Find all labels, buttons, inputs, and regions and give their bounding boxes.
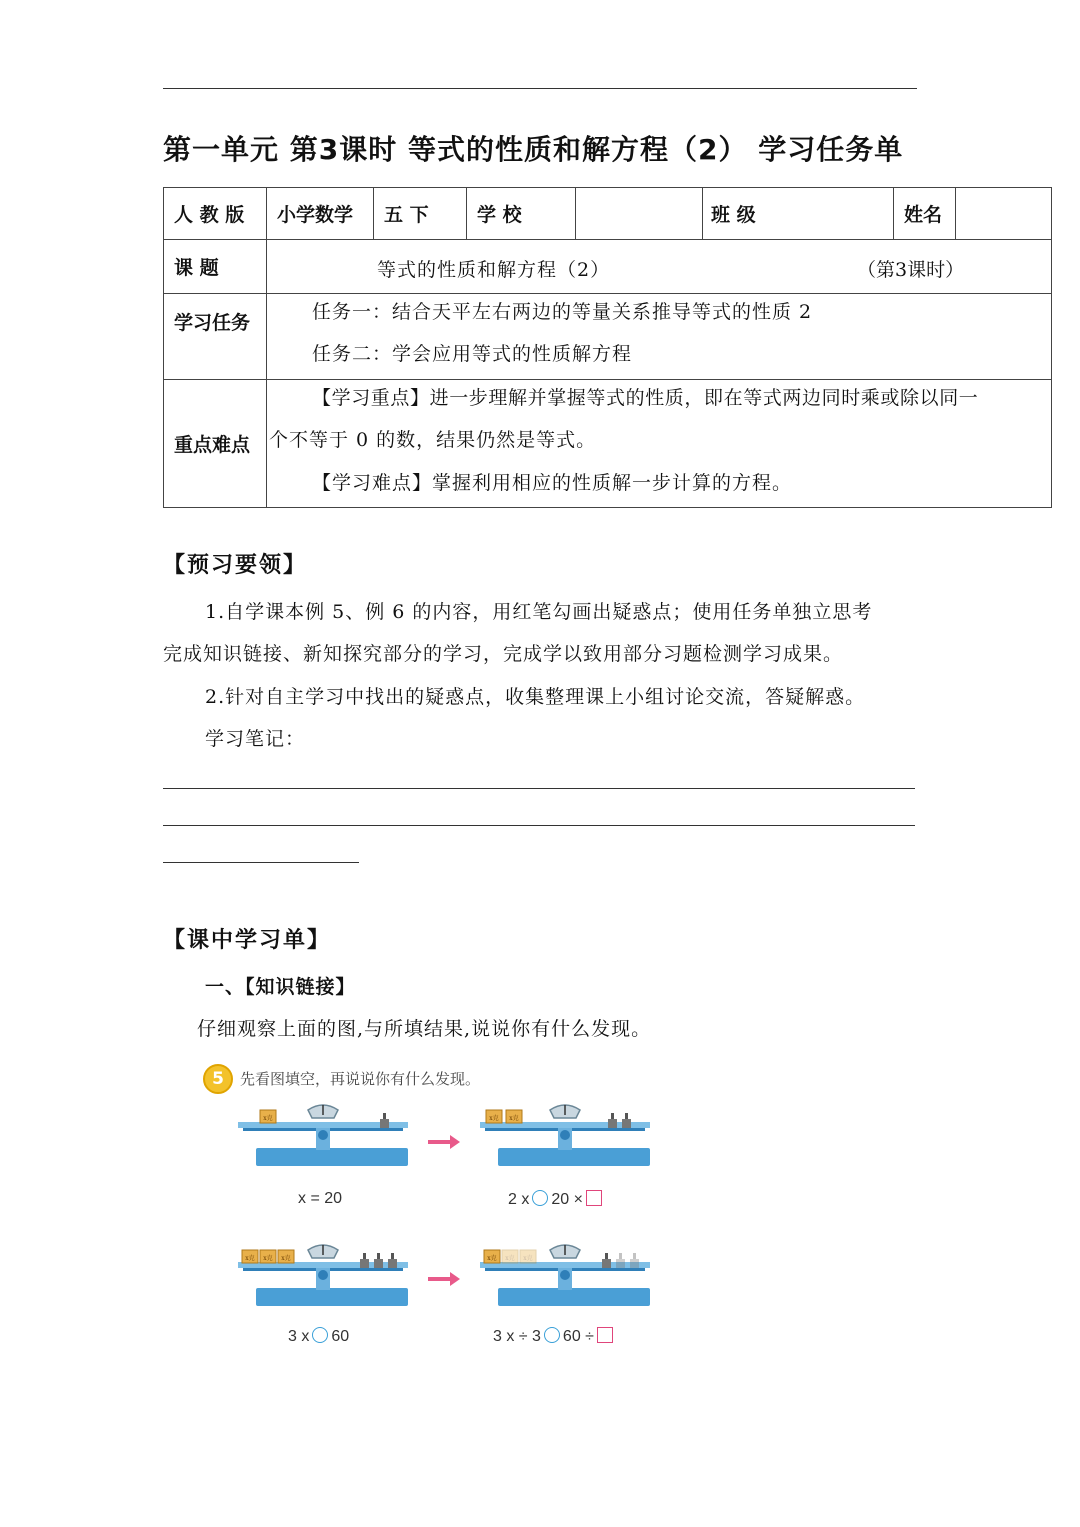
key-point: 【学习重点】进一步理解并掌握等式的性质，即在等式两边同时乘或除以同一 bbox=[312, 387, 979, 409]
notes-label: 学习笔记： bbox=[205, 728, 306, 750]
example-prompt: 先看图填空，再说说你有什么发现。 bbox=[240, 1070, 481, 1088]
preview-p1-line2: 完成知识链接、新知探究部分的学习，完成学以致用部分习题检测学习成果。 bbox=[163, 643, 844, 665]
tasks-cell bbox=[267, 294, 1052, 380]
class-sheet-heading: 【课中学习单】 bbox=[163, 927, 332, 953]
equation-2-right: 20 × bbox=[551, 1191, 583, 1208]
scale-4 bbox=[480, 1245, 650, 1306]
relation-blank-1[interactable] bbox=[532, 1190, 548, 1206]
equation-4-right: 60 ÷ bbox=[562, 1328, 594, 1345]
page-title: 第一单元 第3课时 等式的性质和解方程（2） 学习任务单 bbox=[163, 133, 904, 166]
equation-3-right: 60 bbox=[331, 1328, 350, 1345]
notes-line-3[interactable] bbox=[163, 862, 359, 863]
arrow-1-head bbox=[450, 1135, 460, 1149]
key-point-cont: 个不等于 0 的数，结果仍然是等式。 bbox=[269, 429, 597, 451]
edition-cell: 人 教 版 bbox=[164, 188, 267, 240]
scale-2 bbox=[480, 1105, 650, 1166]
equation-4-left: 3 x ÷ 3 bbox=[493, 1328, 541, 1345]
arrow-1 bbox=[428, 1140, 450, 1144]
class-label: 班 级 bbox=[703, 188, 894, 240]
tasks-label: 学习任务 bbox=[164, 294, 267, 380]
knowledge-link-heading: 一、【知识链接】 bbox=[205, 976, 356, 998]
preview-p2: 2.针对自主学习中找出的疑惑点，收集整理课上小组讨论交流，答疑解惑。 bbox=[205, 686, 866, 708]
topic-label: 课 题 bbox=[164, 240, 267, 294]
preview-heading: 【预习要领】 bbox=[163, 552, 308, 578]
equation-3-left: 3 x bbox=[288, 1328, 310, 1345]
info-table bbox=[163, 187, 1052, 508]
equation-2 bbox=[508, 1190, 602, 1209]
number-blank-1[interactable] bbox=[586, 1190, 602, 1206]
arrow-2-head bbox=[450, 1272, 460, 1286]
equation-3 bbox=[288, 1327, 349, 1346]
scale-illustrations: x克 bbox=[230, 1100, 660, 1315]
notes-line-1[interactable] bbox=[163, 788, 915, 789]
equation-4 bbox=[493, 1327, 613, 1346]
relation-blank-2[interactable] bbox=[312, 1327, 328, 1343]
task-one: 任务一：结合天平左右两边的等量关系推导等式的性质 2 bbox=[312, 301, 813, 323]
arrow-2 bbox=[428, 1277, 450, 1281]
scale-1 bbox=[238, 1105, 408, 1166]
equation-2-left: 2 x bbox=[508, 1191, 530, 1208]
instruction: 仔细观察上面的图,与所填结果,说说你有什么发现。 bbox=[197, 1018, 652, 1040]
number-blank-2[interactable] bbox=[597, 1327, 613, 1343]
difficulty-point: 【学习难点】掌握利用相应的性质解一步计算的方程。 bbox=[312, 472, 793, 494]
key-label: 重点难点 bbox=[164, 380, 267, 508]
name-value[interactable] bbox=[956, 188, 1052, 240]
task-two: 任务二：学会应用等式的性质解方程 bbox=[312, 343, 633, 365]
key-cell bbox=[267, 380, 1052, 508]
grade-cell: 五 下 bbox=[374, 188, 467, 240]
notes-line-2[interactable] bbox=[163, 825, 915, 826]
scale-3 bbox=[238, 1245, 408, 1306]
school-value[interactable] bbox=[576, 188, 703, 240]
topic-cell bbox=[267, 240, 1052, 294]
subject-cell: 小学数学 bbox=[267, 188, 374, 240]
relation-blank-3[interactable] bbox=[544, 1327, 560, 1343]
equation-1: x = 20 bbox=[298, 1190, 343, 1207]
preview-p1-line1: 1.自学课本例 5、例 6 的内容，用红笔勾画出疑惑点；使用任务单独立思考 bbox=[205, 601, 873, 623]
top-rule bbox=[163, 88, 917, 89]
example-number-badge: 5 bbox=[203, 1064, 233, 1094]
name-label: 姓名 bbox=[894, 188, 956, 240]
school-label: 学 校 bbox=[467, 188, 576, 240]
topic-value: 等式的性质和解方程（2） bbox=[377, 259, 611, 281]
topic-period: （第3课时） bbox=[857, 259, 965, 281]
